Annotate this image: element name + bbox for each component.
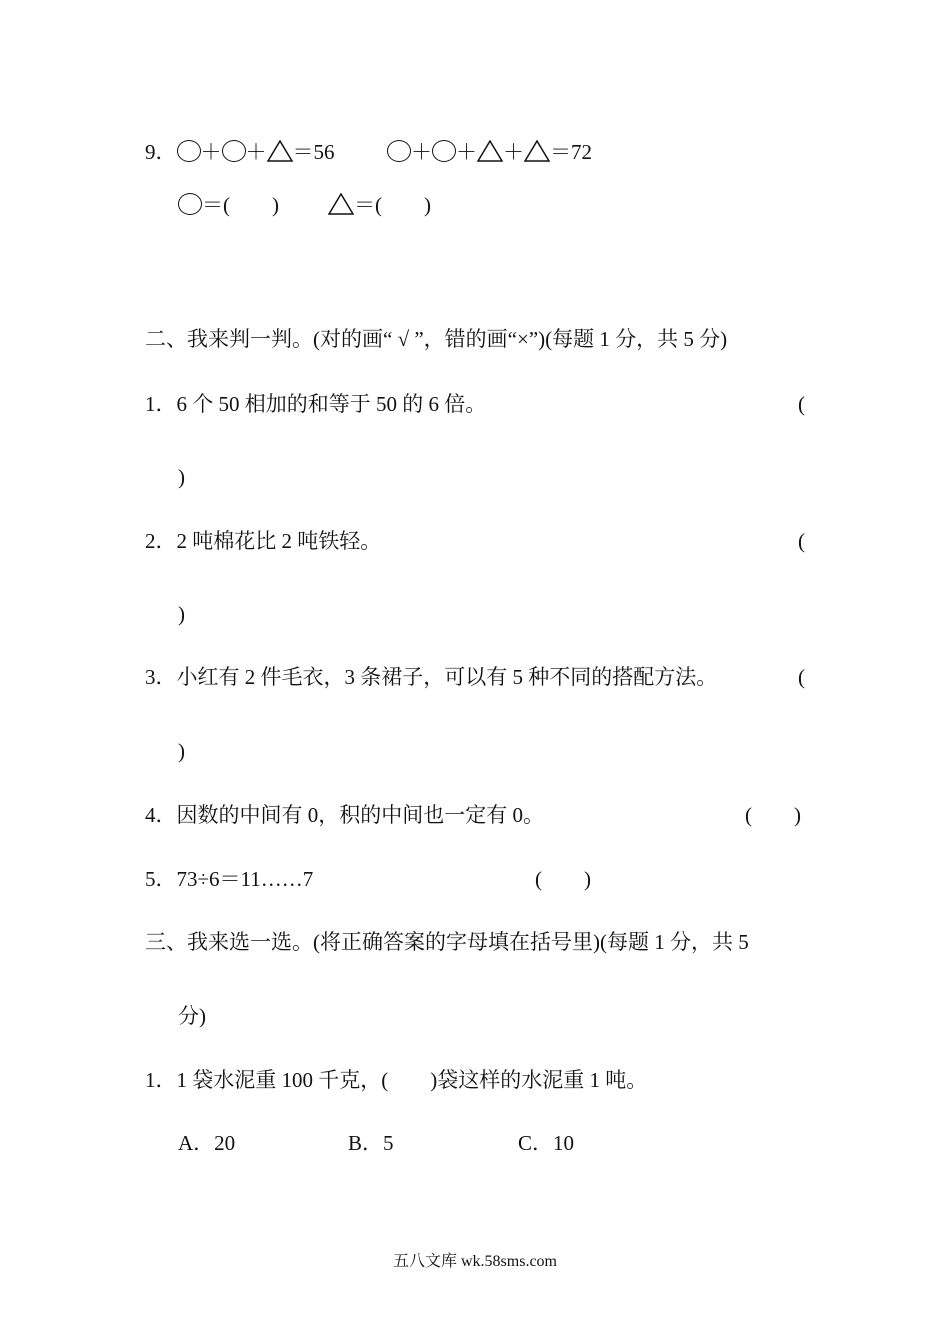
judge-item-4: 4．因数的中间有 0，积的中间也一定有 0。 bbox=[145, 803, 544, 827]
choice-question-1: 1．1 袋水泥重 100 千克，( )袋这样的水泥重 1 吨。 bbox=[145, 1068, 648, 1092]
triangle-icon bbox=[524, 140, 550, 162]
q9-eq2-result: ＝72 bbox=[550, 140, 592, 164]
judge-item-3-close-paren: ) bbox=[178, 739, 185, 763]
judge-item-2: 2．2 吨棉花比 2 吨铁轻。 bbox=[145, 529, 382, 553]
judge-item-1-close-paren: ) bbox=[178, 465, 185, 489]
page-footer: 五八文库 wk.58sms.com bbox=[392, 1253, 557, 1270]
triangle-icon bbox=[267, 140, 293, 162]
plus-sign: ＋ bbox=[456, 140, 477, 164]
judge-item-1: 1．6 个 50 相加的和等于 50 的 6 倍。 bbox=[145, 392, 487, 416]
q9-answer-circle bbox=[178, 193, 279, 216]
plus-sign: ＋ bbox=[245, 140, 267, 164]
judge-item-1-open-paren: ( bbox=[798, 392, 805, 416]
plus-sign: ＋ bbox=[411, 140, 432, 164]
judge-item-3-open-paren: ( bbox=[798, 665, 805, 689]
judge-item-3: 3．小红有 2 件毛衣，3 条裙子，可以有 5 种不同的搭配方法。 bbox=[145, 665, 718, 689]
choice-option-b: B．5 bbox=[348, 1131, 394, 1155]
section2-heading: 二、我来判一判。(对的画“ √ ”，错的画“×”)(每题 1 分，共 5 分) bbox=[145, 327, 728, 351]
triangle-icon bbox=[477, 140, 503, 162]
answer-blank: ＝( ) bbox=[354, 193, 431, 217]
judge-item-5: 5．73÷6＝11……7 bbox=[145, 867, 314, 891]
plus-sign: ＋ bbox=[200, 140, 222, 164]
q9-equation2 bbox=[387, 140, 592, 163]
q9-answer-triangle bbox=[328, 193, 431, 216]
triangle-icon bbox=[328, 193, 354, 215]
plus-sign: ＋ bbox=[503, 140, 524, 164]
choice-option-c: C．10 bbox=[518, 1131, 575, 1155]
q9-equation-line bbox=[145, 140, 335, 163]
judge-item-5-paren: ( ) bbox=[535, 867, 591, 891]
answer-blank: ＝( ) bbox=[202, 193, 279, 217]
circle-icon bbox=[177, 140, 201, 162]
q9-eq1-result: ＝56 bbox=[292, 140, 335, 164]
circle-icon bbox=[222, 140, 246, 162]
q9-number: 9． bbox=[145, 140, 177, 164]
circle-icon bbox=[178, 193, 202, 215]
section3-heading-cont: 分) bbox=[178, 1004, 206, 1028]
circle-icon bbox=[432, 140, 456, 162]
judge-item-2-open-paren: ( bbox=[798, 529, 805, 553]
circle-icon bbox=[387, 140, 411, 162]
judge-item-2-close-paren: ) bbox=[178, 602, 185, 626]
choice-option-a: A．20 bbox=[178, 1131, 236, 1155]
judge-item-4-paren: ( ) bbox=[745, 803, 801, 827]
section3-heading: 三、我来选一选。(将正确答案的字母填在括号里)(每题 1 分，共 5 bbox=[145, 930, 749, 954]
